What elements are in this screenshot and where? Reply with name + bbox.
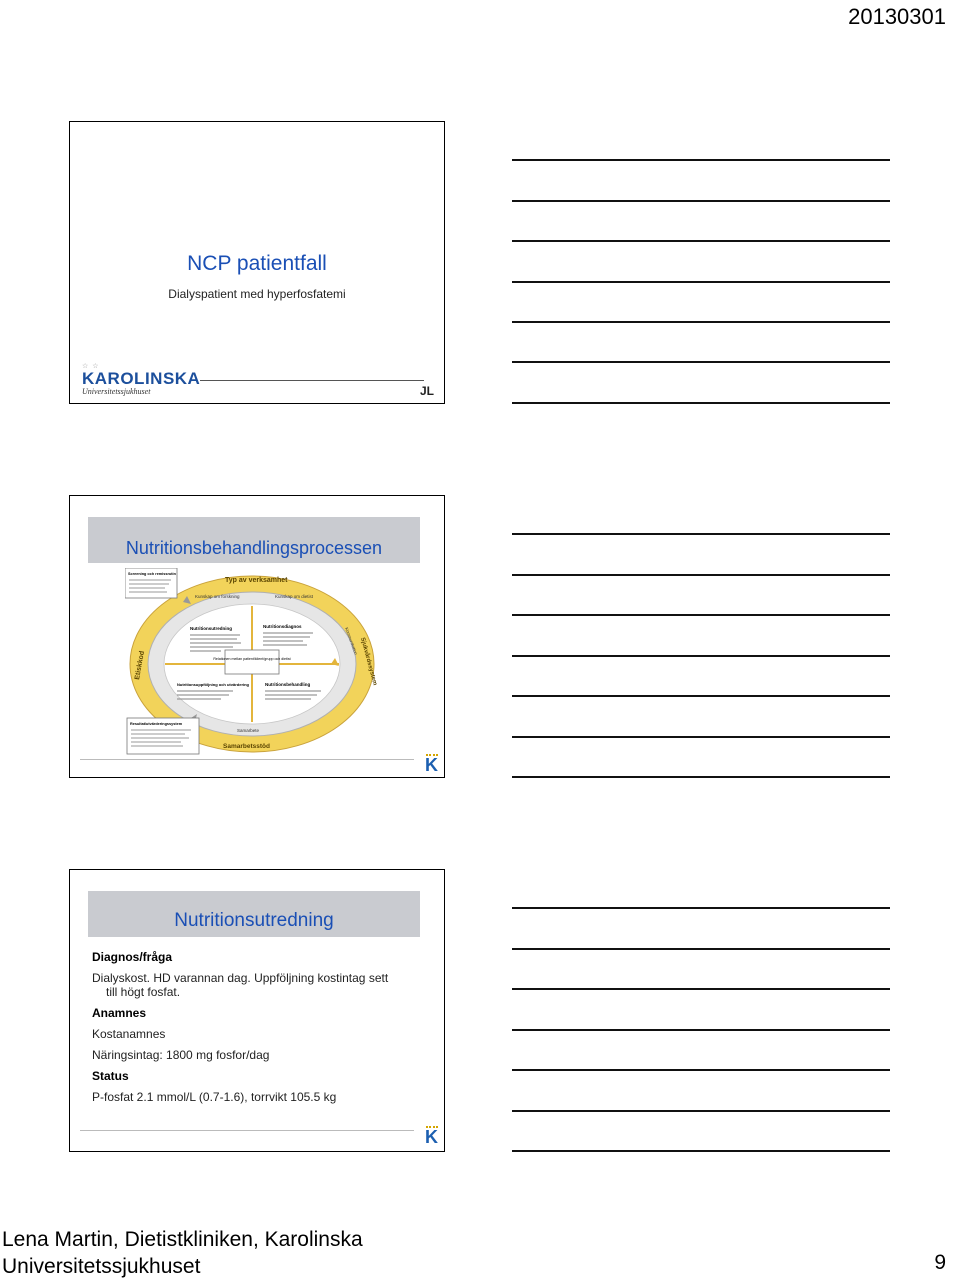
note-line	[512, 736, 890, 738]
ring-right-label: Kommunikation	[344, 626, 359, 656]
date-stamp: 20130301	[848, 4, 946, 29]
outer-top-label: Typ av verksamhet	[225, 577, 288, 584]
crown-icon: ☆ ☆	[82, 363, 100, 370]
footer-line-1: Lena Martin, Dietistkliniken, Karolinska	[2, 1228, 363, 1251]
outcome-box-title: Resultat/utvärderingssystem	[130, 722, 183, 726]
note-line	[512, 159, 890, 161]
text-diagnos-line1: Dialyskost. HD varannan dag. Uppföljning kostintag sett	[92, 971, 389, 985]
text-diagnos-line2: till högt fosfat.	[106, 985, 181, 999]
note-line	[512, 1150, 890, 1152]
footer-line-2: Universitetssjukhuset	[2, 1255, 201, 1278]
outer-right-label: Sjukvårdssystem	[359, 636, 378, 687]
outer-left-label: Etiskkod	[134, 650, 147, 681]
note-line	[512, 281, 890, 283]
q4-title: Nutritionsbehandling	[265, 682, 311, 687]
text-kostanamnes: Kostanamnes	[92, 1027, 166, 1041]
note-line	[512, 988, 890, 990]
slide-footer-line	[80, 759, 414, 760]
note-line	[512, 614, 890, 616]
slide-1-title: NCP patientfall	[187, 252, 327, 275]
heading-diagnos: Diagnos/fråga	[92, 950, 173, 964]
note-line	[512, 1110, 890, 1112]
logo-subtitle: Universitetssjukhuset	[82, 387, 151, 396]
q2-title: Nutritionsdiagnos	[263, 624, 302, 629]
note-line	[512, 907, 890, 909]
karolinska-logo	[82, 362, 200, 396]
nutrition-process-diagram	[125, 568, 380, 756]
center-box	[225, 650, 279, 674]
page-footer	[2, 1226, 363, 1280]
slide-2	[69, 495, 445, 778]
text-status: P-fosfat 2.1 mmol/L (0.7-1.6), torrvikt 105.5 kg	[92, 1090, 337, 1104]
note-line	[512, 1029, 890, 1031]
slide-3	[69, 869, 445, 1152]
note-line	[512, 574, 890, 576]
note-line	[512, 361, 890, 363]
note-line	[512, 1069, 890, 1071]
k-logo-icon: K	[425, 1127, 438, 1147]
k-logo-icon: K	[425, 755, 438, 775]
slide-3-body	[92, 950, 432, 1104]
slide-1	[69, 121, 445, 404]
note-line	[512, 695, 890, 697]
note-line	[512, 402, 890, 404]
note-line	[512, 655, 890, 657]
slide-3-title: Nutritionsutredning	[174, 910, 334, 931]
q3-title: Nutritionsuppföljning och utvärdering	[177, 682, 249, 687]
note-line	[512, 533, 890, 535]
heading-status: Status	[92, 1069, 129, 1083]
screening-box-title: Screening och remissrutin	[128, 572, 176, 576]
logo-name: KAROLINSKA	[82, 369, 201, 388]
text-naringsintag: Näringsintag: 1800 mg fosfor/dag	[92, 1048, 270, 1062]
page-number: 9	[934, 1251, 946, 1274]
ring-bottom-label: Samarbete	[237, 728, 260, 733]
center-label: Relationen mellan patient/klient/grupp och dietist	[213, 657, 291, 661]
slide-1-subtitle: Dialyspatient med hyperfosfatemi	[168, 287, 346, 301]
note-line	[512, 200, 890, 202]
logo-divider	[200, 380, 424, 381]
note-line	[512, 240, 890, 242]
note-line	[512, 321, 890, 323]
slide-footer-line	[80, 1130, 414, 1131]
corner-mark-icon: JL	[419, 384, 434, 398]
ring-topright-label: Kunskap om dietist	[275, 594, 314, 599]
note-line	[512, 948, 890, 950]
note-line	[512, 776, 890, 778]
slide-2-title: Nutritionsbehandlingsprocessen	[125, 538, 383, 558]
outer-bottom-label: Samarbetsstöd	[223, 743, 270, 750]
q1-title: Nutritionsutredning	[190, 626, 232, 631]
ring-topleft-label: Kunskap om forskning	[195, 594, 240, 599]
heading-anamnes: Anamnes	[92, 1006, 147, 1020]
